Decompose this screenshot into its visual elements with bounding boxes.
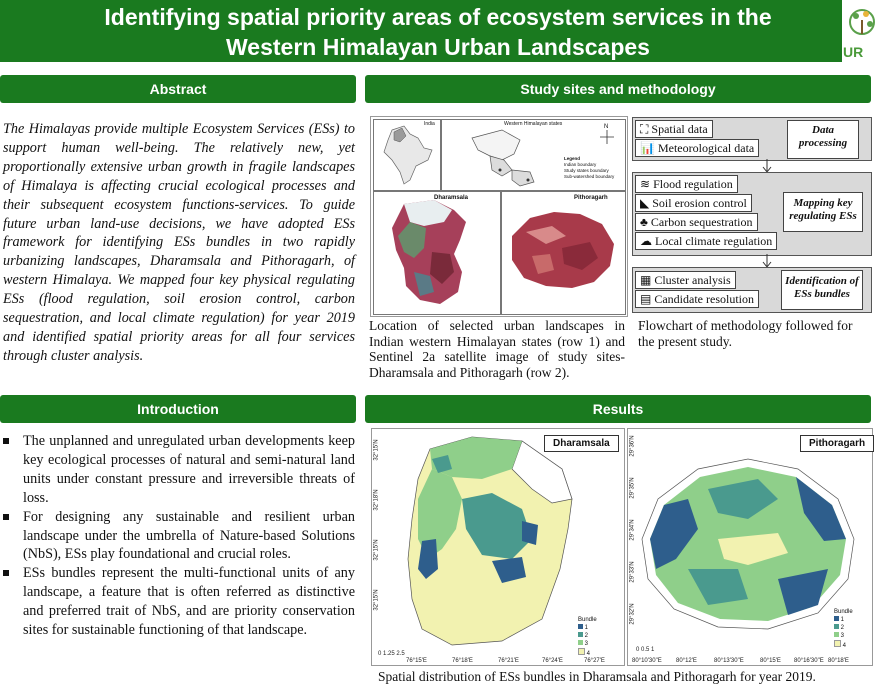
study-sites-caption: Location of selected urban landscapes in Indian western Himalayan states (row 1) and Sentinel 2a satellite image of study sites- Dharamsala and Pithoragarh (row 2). [369, 318, 625, 380]
flow-item-soil-erosion: ◣ Soil erosion control [635, 194, 752, 212]
flow-label-mapping: Mapping key regulating ESs [783, 192, 863, 232]
flow-item-spatial-data: ⛶ Spatial data [635, 120, 713, 138]
flow-item-meteorological-data: 📊 Meteorological data [635, 139, 759, 157]
results-caption: Spatial distribution of ESs bundles in Dharamsala and Pithoragarh for year 2019. [378, 669, 816, 684]
flow-item-carbon-sequestration: ♣ Carbon sequestration [635, 213, 758, 231]
methodology-flowchart [631, 116, 871, 315]
intro-bullet: ESs bundles represent the multi-functional units of any landscape, a feature that is often referred as distinctive and preferred trait of NbS, and are priority conservation sites for sustainable functioning of that landscape. [3, 564, 355, 640]
india-inset-map: India [373, 119, 441, 191]
section-introduction: Introduction [0, 395, 356, 423]
arrow-down-icon [761, 254, 773, 268]
flow-item-local-climate: ☁ Local climate regulation [635, 232, 777, 250]
leaf-logo-icon [842, 0, 876, 44]
bundle-legend: Bundle 1 2 3 4 [834, 609, 853, 649]
section-abstract: Abstract [0, 75, 356, 103]
dharamsala-bundle-map: Dharamsala Bundle 1 2 3 4 0 1.25 2.5 76°15'E 76°18'E 76°21'E 76°24'E 76°27'E 32°15'N 32°18'N 32°15'N 32°15'N [371, 428, 625, 666]
western-himalaya-map: Western Himalayan states N Legend Indian boundary Study states boundary Sub-watershed boundary [441, 119, 626, 191]
pithoragarh-bundle-map: Pithoragarh Bundle 1 2 3 4 0 0.5 1 80°10'30"E 80°12'E 80°13'30"E 80°15'E 80°16'30"E 80°18'E 29°36'N 29°35'N 29°34'N 29°33'N 29°32'N [627, 428, 873, 666]
scale-bar: 0 1.25 2.5 [378, 651, 405, 657]
study-sites-figure [370, 116, 628, 317]
logo-text: UR [843, 44, 864, 60]
arrow-down-icon [761, 159, 773, 173]
north-arrow-icon [600, 130, 614, 144]
flow-label-data-processing: Data processing [787, 120, 859, 159]
map-legend: Legend Indian boundary Study states boundary Sub-watershed boundary [564, 156, 615, 179]
pithoragarh-satellite-image: Pithoragarh [501, 191, 626, 315]
poster-title-line-2: Western Himalayan Urban Landscapes [226, 34, 650, 60]
flow-item-candidate-resolution: ▤ Candidate resolution [635, 290, 759, 308]
pithoragarh-map-title: Pithoragarh [800, 435, 874, 452]
bundle-legend: Bundle 1 2 3 4 [578, 617, 597, 657]
dharamsala-map-title: Dharamsala [544, 435, 619, 452]
section-study-sites: Study sites and methodology [365, 75, 871, 103]
scale-bar: 0 0.5 1 [636, 647, 655, 653]
poster-title-line-1: Identifying spatial priority areas of ecosystem services in the [104, 4, 772, 30]
section-results: Results [365, 395, 871, 423]
dharamsala-satellite-image: Dharamsala [373, 191, 501, 315]
introduction-list [3, 432, 355, 640]
intro-bullet: The unplanned and unregulated urban developments keep key ecological processes of natural and semi-natural land units under constant pressure and irreversible threats of loss. [3, 432, 355, 508]
flow-label-identification: Identification of ESs bundles [781, 270, 863, 310]
flowchart-caption: Flowchart of methodology followed for the present study. [638, 318, 853, 349]
intro-bullet: For designing any sustainable and resilient urban landscape under the umbrella of Nature-based Solutions (NbS), ESs play foundational and crucial roles. [3, 508, 355, 565]
flow-item-flood-regulation: ≋ Flood regulation [635, 175, 738, 193]
flow-item-cluster-analysis: ▦ Cluster analysis [635, 271, 736, 289]
abstract-text: The Himalayas provide multiple Ecosystem Services (ESs) to support human well-being. The relatively new, yet proportionally extensive urban growth in fragile landscapes of Himalaya is affecting crucial ecological processes and their subsequent ecosystem functions-services. To guide future urban land-use decisions, we have adopted ESs framework for identifying ESs bundles in two rapidly urbanizing landscapes, Dharamsala and Pithoragarh, of western Himalaya. We mapped four key physical regulating ESs (flood regulation, soil erosion control, carbon sequestration, and local climate regulation) for year 2019 and identified spatial priority areas for all four services through cluster analysis. [3, 121, 355, 364]
